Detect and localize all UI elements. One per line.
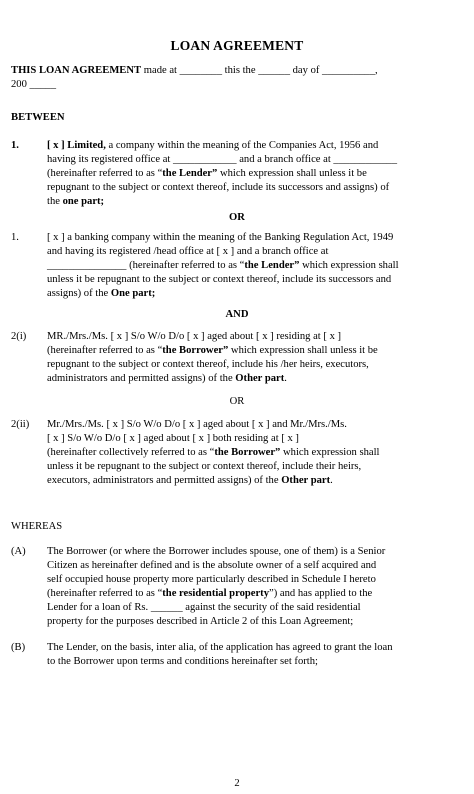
party1a-line-4: repugnant to the subject or context thereof, include its successors and assigns) of: [47, 182, 390, 193]
party2i-number: 2(i): [11, 331, 27, 342]
clause-a-property-term: the residential property: [162, 588, 269, 599]
clause-a-line-1: The Borrower (or where the Borrower includes spouse, one of them) is a Senior: [47, 546, 386, 557]
party2ii-number: 2(ii): [11, 419, 30, 430]
party1b-line-4: unless it be repugnant to the subject or context thereof, include its successors and: [47, 274, 392, 285]
clause-a-line-5: Lender for a loan of Rs. ______ against the security of the said residential: [47, 602, 361, 613]
party1b-line-3-pre: _______________ (hereinafter referred to as “: [47, 260, 245, 271]
party1b-line-3: [47, 259, 399, 274]
party1b-lender-term: the Lender”: [244, 260, 300, 271]
intro-line-2: 200 _____: [11, 79, 57, 90]
party1a-line-3: [47, 167, 367, 182]
document-title: LOAN AGREEMENT: [170, 38, 304, 53]
party2ii-line-5: [47, 474, 333, 489]
party2ii-borrower-term: the Borrower”: [214, 447, 281, 458]
party2ii-line-3-pre: (hereinafter collectively referred to as “: [47, 447, 215, 458]
or-divider-2: OR: [229, 396, 245, 407]
party2i-line-4: [47, 372, 287, 387]
clause-a-line-4-pre: (hereinafter referred to as “: [47, 588, 163, 599]
party2ii-line-2: [ x ] S/o W/o D/o [ x ] aged about [ x ] both residing at [ x ]: [47, 433, 299, 444]
party1b-line-5: [47, 287, 155, 302]
clause-a-line-2: Citizen as hereinafter defined and is the absolute owner of a self acquired and: [47, 560, 377, 571]
page-number: 2: [234, 778, 240, 789]
between-heading: BETWEEN: [11, 112, 65, 123]
party2i-line-1: MR./Mrs./Ms. [ x ] S/o W/o D/o [ x ] aged about [ x ] residing at [ x ]: [47, 331, 342, 342]
party1b-number: 1.: [11, 232, 19, 243]
party2i-part: Other part: [235, 373, 285, 384]
party1b-part: One part;: [110, 288, 156, 299]
party1a-part: one part;: [62, 196, 105, 207]
intro-rest: made at ________ this the ______ day of __________,: [141, 65, 378, 76]
party2i-line-4-pre: administrators and permitted assigns) of the: [47, 373, 236, 384]
clause-a-line-4: [47, 587, 372, 602]
party2i-line-2-post: which expression shall unless it be: [228, 345, 378, 356]
party1a-line-5: [47, 195, 104, 210]
party1a-number: 1.: [11, 140, 19, 151]
party2ii-line-3: [47, 446, 380, 461]
clause-a-line-3: self occupied house property more particularly described in Schedule I hereto: [47, 574, 376, 585]
party2ii-line-5-post: .: [330, 475, 333, 486]
party2ii-part: Other part: [281, 475, 331, 486]
party1a-line-2: having its registered office at ____________ and a branch office at ____________: [47, 154, 397, 165]
party1a-line-3-post: which expression shall unless it be: [217, 168, 367, 179]
clause-b-line-1: The Lender, on the basis, inter alia, of the application has agreed to grant the loan: [47, 642, 393, 653]
clause-b-line-2: to the Borrower upon terms and conditions hereinafter set forth;: [47, 656, 318, 667]
party1a-line-3-pre: (hereinafter referred to as “: [47, 168, 163, 179]
intro-line-1: [11, 64, 378, 79]
clause-a-label: (A): [11, 546, 26, 557]
party2ii-line-4: unless it be repugnant to the subject or context thereof, include their heirs,: [47, 461, 362, 472]
party1b-line-1: [ x ] a banking company within the meaning of the Banking Regulation Act, 1949: [47, 232, 394, 243]
intro-lead: THIS LOAN AGREEMENT: [11, 65, 142, 76]
party1a-line-5-pre: the: [47, 196, 63, 207]
party1b-line-3-post: which expression shall: [299, 260, 399, 271]
and-divider: AND: [225, 309, 249, 320]
party1b-line-2: and having its registered /head office at [ x ] and a branch office at: [47, 246, 329, 257]
party2i-line-2-pre: (hereinafter referred to as “: [47, 345, 163, 356]
clause-a-line-6: property for the purposes described in Article 2 of this Loan Agreement;: [47, 616, 354, 627]
party2i-line-3: repugnant to the subject or context thereof, include his /her heirs, executors,: [47, 359, 369, 370]
whereas-heading: WHEREAS: [11, 521, 63, 532]
party1a-line-1: [47, 139, 378, 154]
clause-a-line-4-post: ”) and has applied to the: [269, 588, 373, 599]
or-divider-1: OR: [229, 212, 245, 223]
party2ii-line-1: Mr./Mrs./Ms. [ x ] S/o W/o D/o [ x ] aged about [ x ] and Mr./Mrs./Ms.: [47, 419, 347, 430]
party1a-lender-term: the Lender”: [162, 168, 218, 179]
party2ii-line-3-post: which expression shall: [280, 447, 380, 458]
party2ii-line-5-pre: executors, administrators and permitted assigns) of the: [47, 475, 282, 486]
party1b-line-5-pre: assigns) of the: [47, 288, 111, 299]
party2i-borrower-term: the Borrower”: [162, 345, 229, 356]
party1a-line-1-rest: a company within the meaning of the Companies Act, 1956 and: [105, 140, 379, 151]
clause-b-label: (B): [11, 642, 26, 653]
party2i-line-2: [47, 344, 378, 359]
party2i-line-4-post: .: [284, 373, 287, 384]
party1a-name: [ x ] Limited,: [47, 140, 106, 151]
